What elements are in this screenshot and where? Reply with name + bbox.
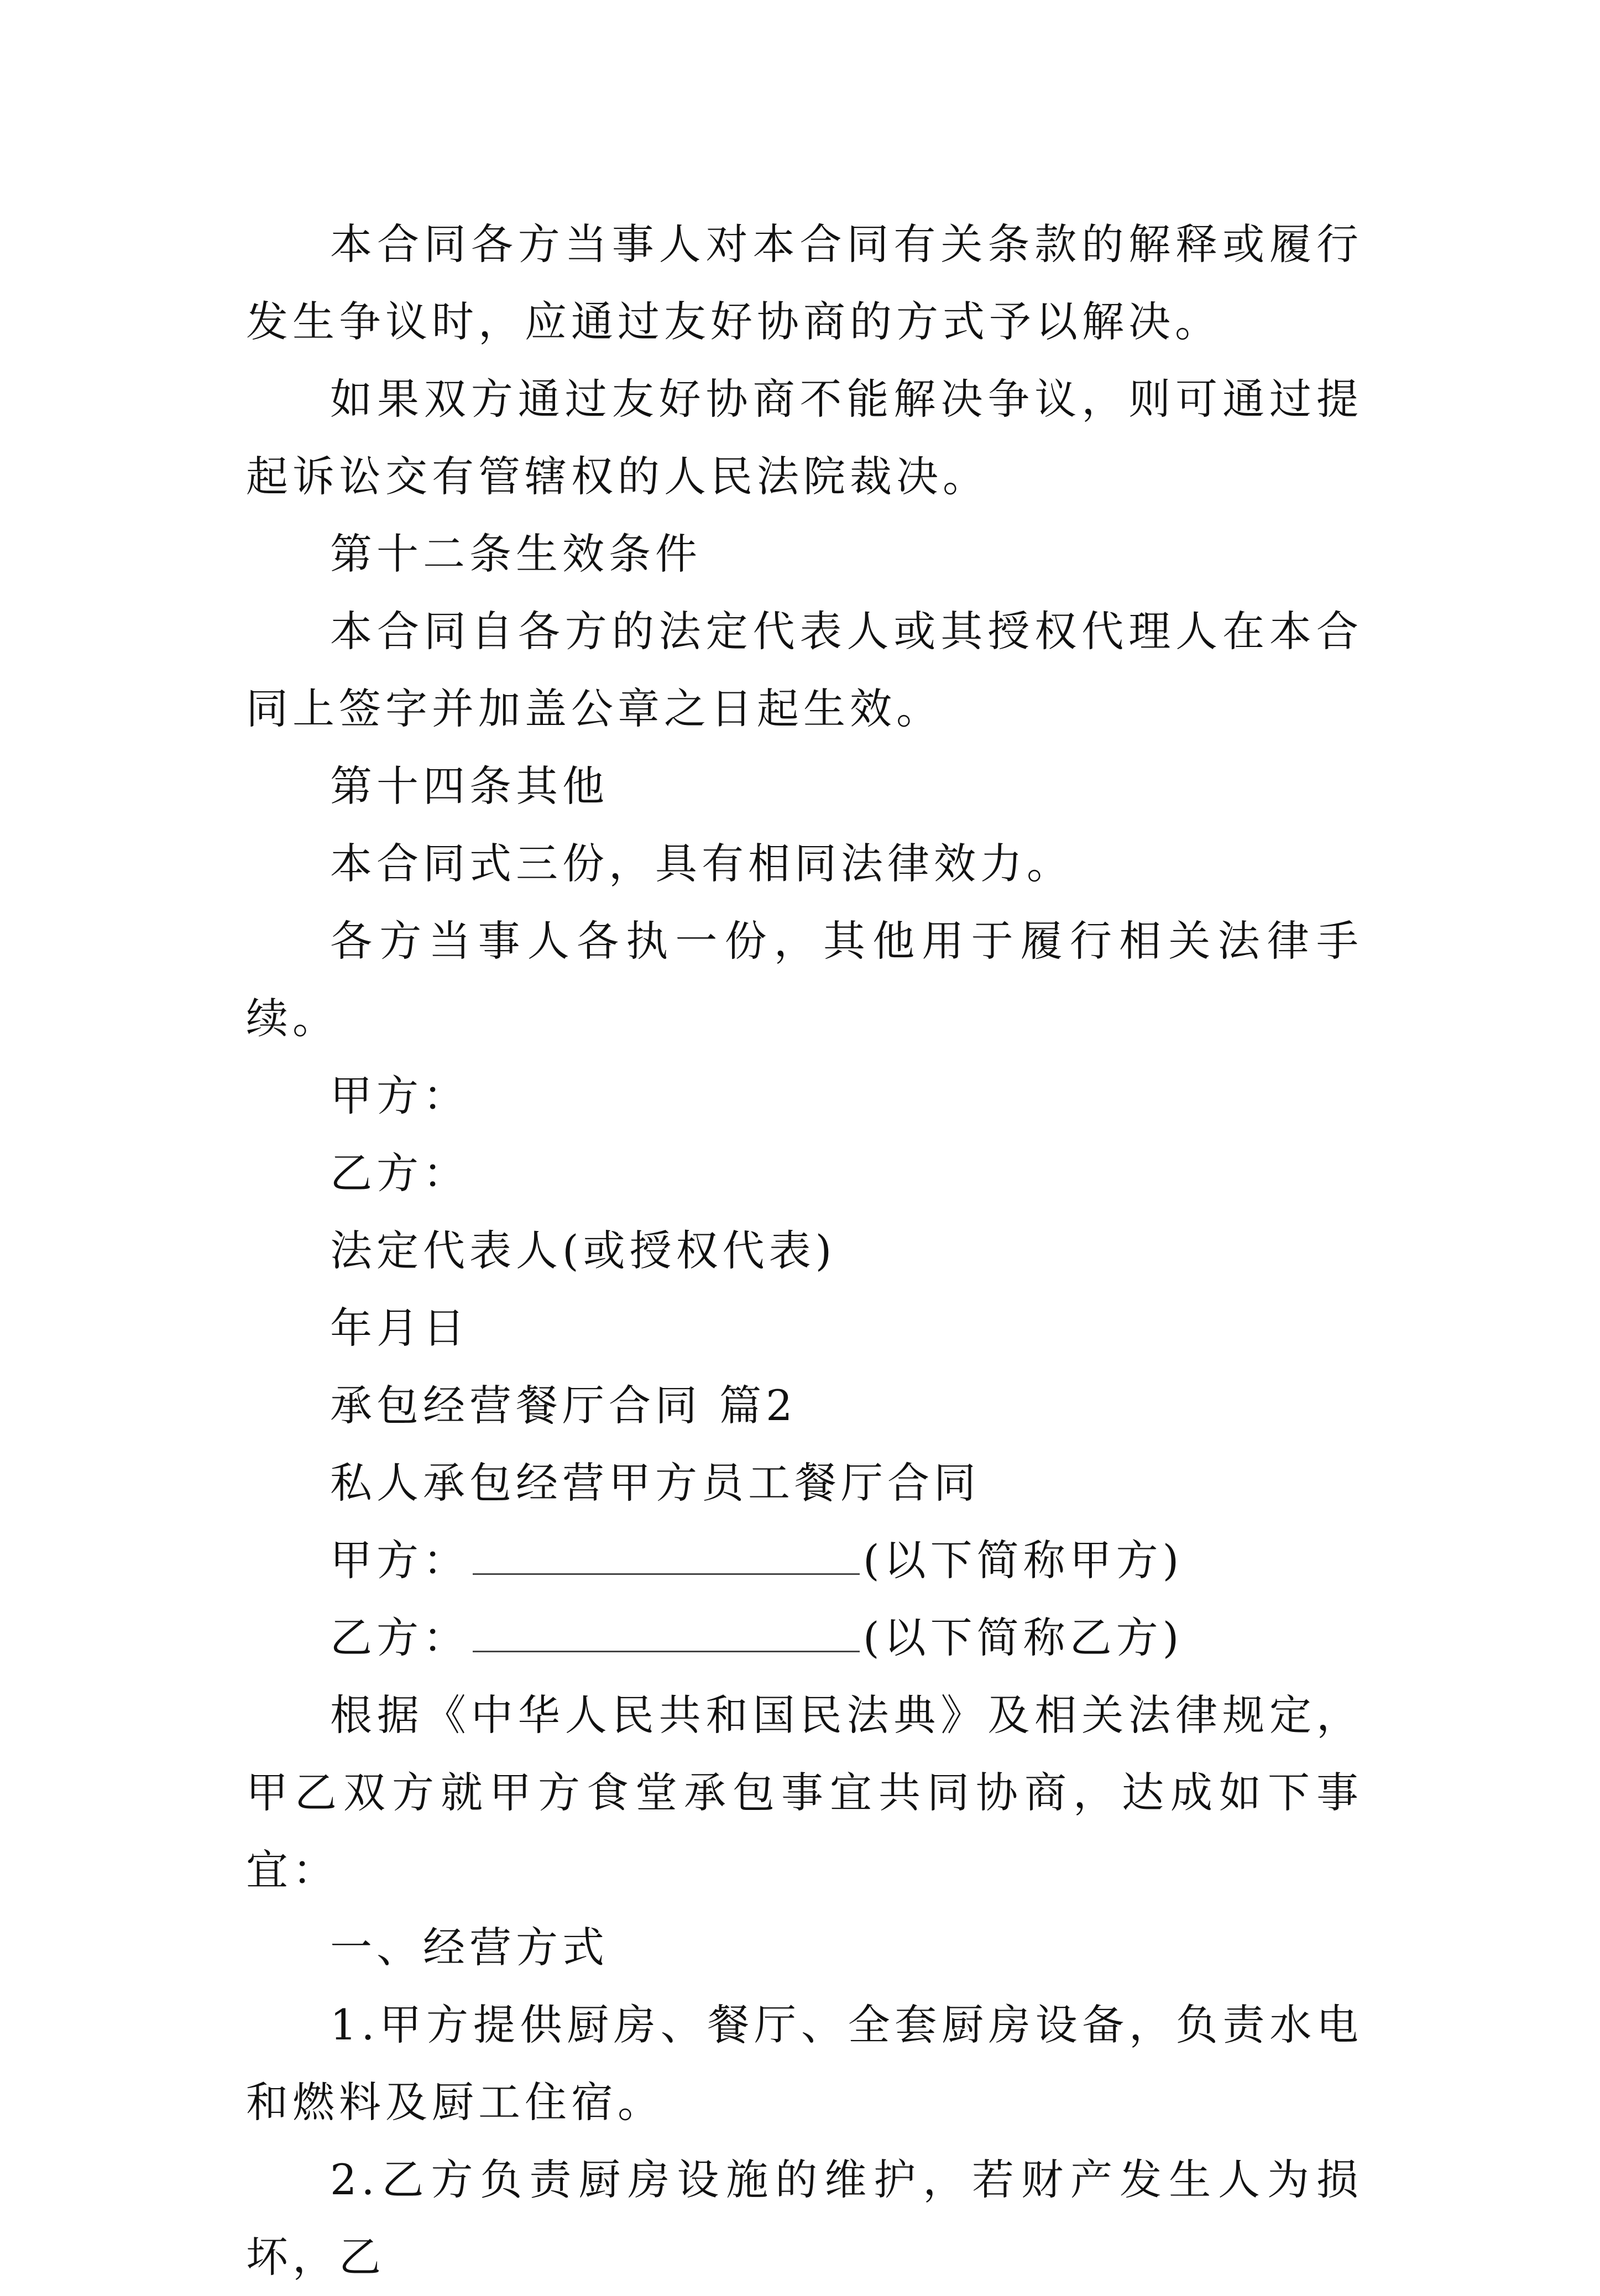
article-12-heading: 第十二条生效条件 (330, 529, 702, 578)
document-body (246, 206, 1363, 2296)
party-a-label: 甲方： (330, 1536, 469, 1585)
paragraph-each-party-copy: 各方当事人各执一份，其他用于履行相关法律手续。 (246, 916, 1363, 1043)
paragraph-legal-basis: 根据《中华人民共和国民法典》及相关法律规定，甲乙双方就甲方食堂承包事宜共同协商，达成如下事宜： (246, 1690, 1363, 1895)
clause-1: 1.甲方提供厨房、餐厅、全套厨房设备，负责水电和燃料及厨工住宿。 (246, 2000, 1363, 2127)
paragraph-copies: 本合同式三份，具有相同法律效力。 (330, 839, 1073, 888)
section-operation-mode-heading: 一、经营方式 (330, 1923, 609, 1972)
paragraph-effectiveness: 本合同自各方的法定代表人或其授权代理人在本合同上签字并加盖公章之日起生效。 (246, 607, 1363, 733)
party-a-suffix: (以下简称甲方) (863, 1536, 1184, 1585)
section-title-part-2: 承包经营餐厅合同 篇2 (330, 1381, 797, 1430)
party-b-field (246, 1599, 1363, 1677)
party-a-field (246, 1522, 1363, 1599)
paragraph-dispute-negotiation: 本合同各方当事人对本合同有关条款的解释或履行发生争议时，应通过友好协商的方式予以解决。 (246, 220, 1363, 346)
party-b-signature-line: 乙方： (330, 1149, 469, 1198)
party-a-signature-line: 甲方： (330, 1071, 469, 1120)
clause-2: 2.乙方负责厨房设施的维护，若财产发生人为损坏，乙 (246, 2155, 1363, 2282)
article-14-heading: 第十四条其他 (330, 761, 609, 811)
party-b-blank (473, 1650, 860, 1652)
date-line: 年月日 (330, 1303, 469, 1353)
legal-representative-line: 法定代表人(或授权代表) (330, 1226, 836, 1275)
party-b-label: 乙方： (330, 1613, 469, 1662)
paragraph-dispute-litigation: 如果双方通过友好协商不能解决争议，则可通过提起诉讼交有管辖权的人民法院裁决。 (246, 374, 1363, 501)
party-b-suffix: (以下简称乙方) (863, 1613, 1184, 1662)
party-a-blank (473, 1573, 860, 1575)
contract-title: 私人承包经营甲方员工餐厅合同 (330, 1458, 980, 1507)
